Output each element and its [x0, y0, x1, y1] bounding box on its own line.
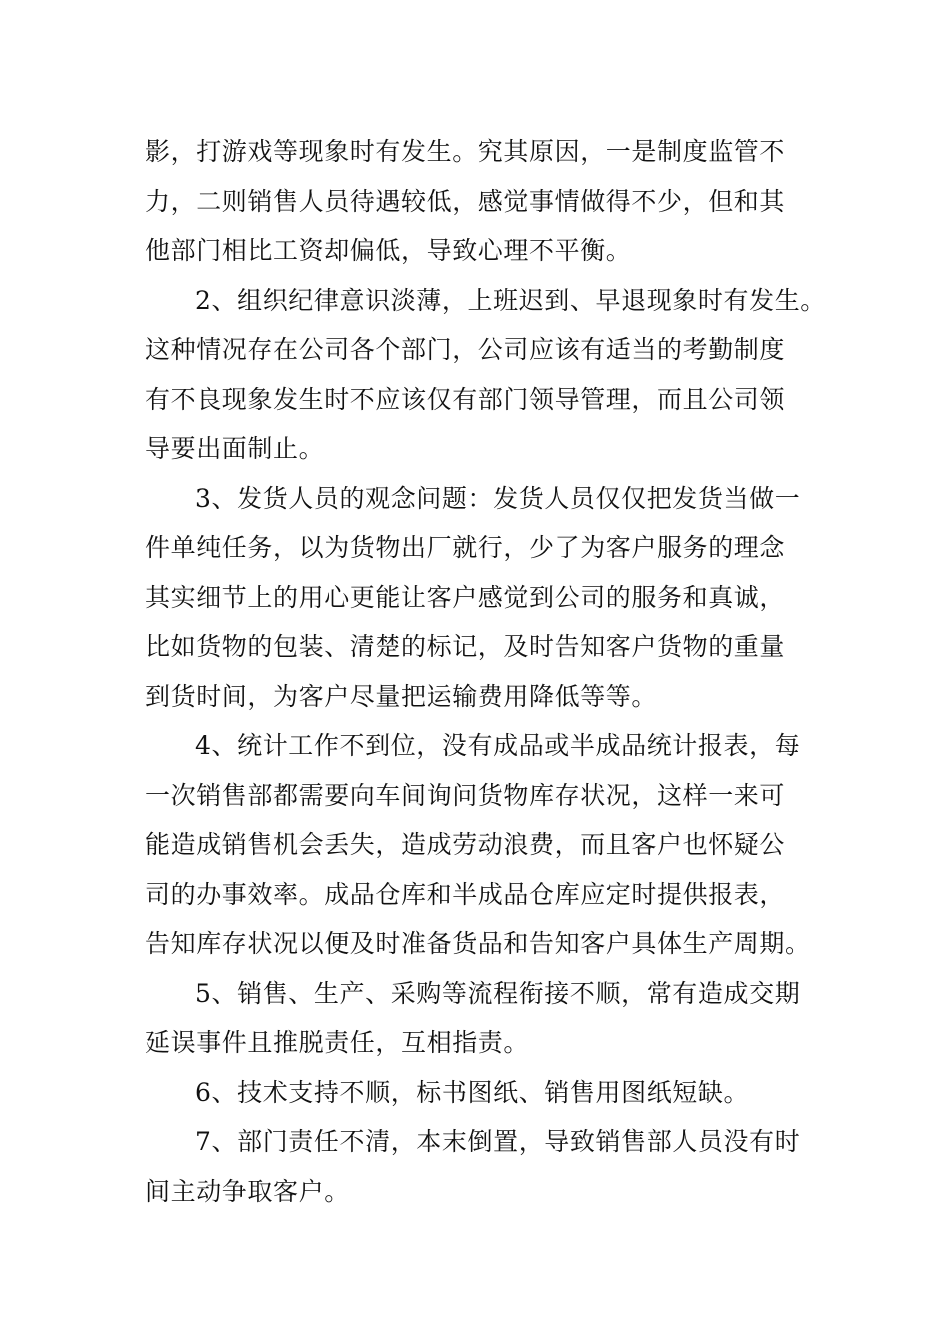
text-line: 一次销售部都需要向车间询问货物库存状况，这样一来可	[145, 780, 786, 810]
text-line: 间主动争取客户。	[145, 1176, 350, 1206]
text-line: 能造成销售机会丢失，造成劳动浪费，而且客户也怀疑公	[145, 830, 786, 859]
text-line: 这种情况存在公司各个部门，公司应该有适当的考勤制度	[145, 335, 786, 364]
text-line: 件单纯任务，以为货物出厂就行，少了为客户服务的理念	[145, 533, 786, 562]
paragraph-6-start: 6、技术支持不顺，标书图纸、销售用图纸短缺。	[195, 1077, 750, 1107]
text-line: 力，二则销售人员待遇较低，感觉事情做得不少，但和其	[145, 186, 786, 216]
text-line: 其实细节上的用心更能让客户感觉到公司的服务和真诚，	[145, 582, 786, 612]
text-line: 有不良现象发生时不应该仅有部门领导管理，而且公司领	[145, 384, 786, 414]
text-line: 他部门相比工资却偏低，导致心理不平衡。	[145, 236, 632, 265]
paragraph-7-start: 7、部门责任不清，本末倒置，导致销售部人员没有时	[195, 1127, 801, 1156]
text-line: 影，打游戏等现象时有发生。究其原因，一是制度监管不	[145, 137, 786, 166]
text-line: 告知库存状况以便及时准备货品和告知客户具体生产周期。	[145, 929, 811, 958]
document-body	[145, 127, 825, 1216]
paragraph-3-start: 3、发货人员的观念问题：发货人员仅仅把发货当做一	[195, 483, 801, 513]
paragraph-4-start: 4、统计工作不到位，没有成品或半成品统计报表，每	[195, 731, 801, 760]
text-line: 导要出面制止。	[145, 434, 325, 463]
text-line: 比如货物的包装、清楚的标记，及时告知客户货物的重量	[145, 632, 786, 661]
text-line: 到货时间，为客户尽量把运输费用降低等等。	[145, 681, 658, 711]
paragraph-2-start: 2、组织纪律意识淡薄，上班迟到、早退现象时有发生。	[195, 285, 826, 315]
paragraph-5-start: 5、销售、生产、采购等流程衔接不顺，常有造成交期	[195, 978, 801, 1008]
text-line: 司的办事效率。成品仓库和半成品仓库应定时提供报表，	[145, 879, 786, 909]
text-line: 延误事件且推脱责任，互相指责。	[145, 1028, 530, 1057]
